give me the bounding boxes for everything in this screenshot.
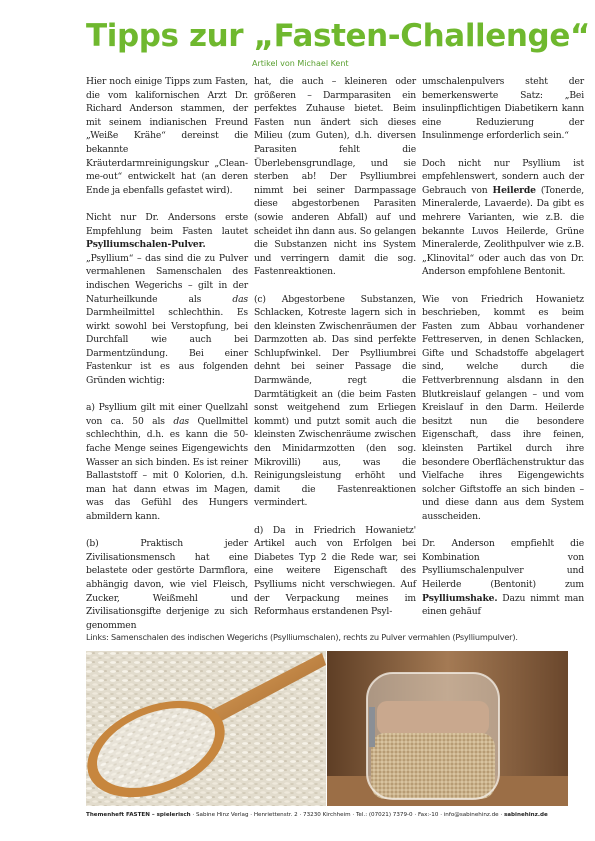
powder-fill-shape [377, 701, 489, 735]
photo-caption: Links: Samenschalen des indischen Wegerichs (Psylliumschalen), rechts zu Pulver vermahlen (Psylliumpulver). [86, 632, 518, 642]
paragraph: umschalenpulvers steht der bemerkenswerte Satz: „Bei insulinpflichtigen Diabetikern kann eine Reduzierung der Insulinmenge erforderlich sein.“ [422, 76, 584, 142]
burlap-wrap-shape [371, 733, 495, 799]
paragraph: hat, die auch – kleineren oder größeren – Darmparasiten ein perfektes Zuhause bietet. Beim Fasten nun ändert sich dieses Milieu (zum Guten), d.h. diversen Parasiten fehlt die Überlebensgrundlage, und sie sterben ab! Der Psylliumbrei nimmt bei seiner Darmpassage diese abgestorbenen Parasiten (sowie anderen Abfall) auf und scheidet ihn dann aus. So gelangen die Substanzen nicht ins System und verringern damit die sog. Fastenreaktionen. [254, 76, 416, 278]
page-footer [86, 812, 570, 818]
paragraph: (c) Abgestorbene Substanzen, Schlacken, Kotreste lagern sich in den kleinsten Zwischenräumen der Darmzotten ab. Das sind perfekte Schlupfwinkel. Der Psylliumbrei dehnt bei seiner Passage die Darmwände, regt die Darmtätigkeit an (die beim Fasten sonst weitgehend zum Erliegen kommt) und putzt somit auch die kleinsten Zwischenräume zwischen den Minidarmzotten (den sog. Mikrovilli) aus, was die Reinigungsleistung erhöht und damit die Fastenreaktionen vermindert. [254, 293, 416, 509]
footer-website: sabinehinz.de [503, 812, 548, 818]
jar-clasp-shape [369, 707, 375, 747]
paragraph: d) Da in Friedrich Howanietz' Artikel auch von Erfolgen bei Diabetes Typ 2 die Rede war, sei eine weitere Eigenschaft des Psylliums nicht verschwiegen. Auf der Verpackung meines im Reformhaus erstandenen Psyl- [254, 524, 416, 618]
husks-spoon-illustration [86, 651, 326, 806]
paragraph: a) Psyllium gilt mit einer Quellzahl von ca. 50 als das Quellmittel schlechthin, d.h. es kann die 50-fache Menge seines Eigengewichts Wasser an sich binden. Es ist reiner Ballaststoff – mit 0 Kolorien, d.h. man hat dann etwas im Magen, was das Gefühl des Hungers abmildern kann. [86, 402, 249, 522]
bold-term: Psylliumshake. [422, 592, 498, 604]
italic-term: das [173, 415, 189, 427]
powder-jar-illustration [327, 651, 568, 806]
paragraph: (b) Praktisch jeder Zivilisationsmensch hat eine belastete oder gestörte Darmflora, abhängig davon, wie viel Fleisch, Zucker, Weißmehl und Zivilisationsgifte derjenige zu sich genommen [86, 538, 248, 631]
text-column-1 [86, 75, 248, 646]
paragraph: Nicht nur Dr. Andersons erste Empfehlung beim Fasten lautet Psylliumschalen-Pulver. „Psyllium“ – das sind die zu Pulver vermahlenen Samenschalen des indischen Wegerichs – gilt in der Naturheilkunde als das Darmheilmittel schlechthin. Es wirkt sowohl bei Verstopfung, bei Durchfall wie auch bei Darmentzündung. Bei einer Fastenkur ist es aus folgenden Gründen wichtig: [86, 211, 248, 387]
paragraph: Hier noch einige Tipps zum Fasten, die vom kalifornischen Arzt Dr. Richard Anderson stammen, der mit seinem indianischen Freund „Weiße Krähe“ dereinst die bekannte Kräuterdarmreinigungskur „Clean-me-out“ entwickelt hat (an deren Ende ja ebenfalls gefastet wird). [86, 76, 248, 196]
bold-term: Psylliumschalen-Pulver. [86, 239, 206, 251]
footer-brand: Themenheft FASTEN – spielerisch [86, 812, 191, 818]
paragraph: Wie von Friedrich Howanietz beschrieben, kommt es beim Fasten zum Abbau vorhandener Fettreserven, in denen Schlacken, Gifte und Schadstoffe abgelagert sind, welche durch die Fettverbrennung alsdann in den Blutkreislauf gelangen – und vom Kreislauf in den Darm. Heilerde besitzt nun die besondere Eigenschaft, dass ihre feinen, kleinsten Partikel durch ihre besondere Oberflächenstruktur das Vielfache ihres Eigengewichts solcher Giftstoffe an sich binden – und diese dann aus dem System ausscheiden. [422, 293, 584, 522]
article-title: Tipps zur „Fasten-Challenge“ [86, 18, 590, 54]
paragraph: Dr. Anderson empfiehlt die Kombination von Psylliumschalenpulver und Heilerde (Bentonit) zum Psylliumshake. Dazu nimmt man einen gehäuf [422, 538, 584, 618]
italic-term: das [232, 293, 248, 305]
psyllium-powder-jar-photo [327, 651, 568, 806]
paragraph: Doch nicht nur Psyllium ist empfehlenswert, sondern auch der Gebrauch von Heilerde (Tonerde, Mineralerde, Lavaerde). Da gibt es mehrere Varianten, wie z.B. die bekannte Luvos Heilerde, Grüne Mineralerde, Zeolithpulver wie z.B. „Klinovital“ oder auch das von Dr. Anderson empfohlene Bentonit. [422, 157, 584, 278]
psyllium-husks-photo [86, 651, 326, 806]
article-byline: Artikel von Michael Kent [252, 59, 349, 68]
text-column-2 [254, 75, 416, 632]
bold-term: Heilerde [492, 184, 536, 196]
footer-publisher-info: · Sabine Hinz Verlag · Henriettenstr. 2 · 73230 Kirchheim · Tel.: (07021) 7379-0 · Fax:-10 · info@sabinehinz.de · [190, 812, 504, 818]
text-column-3 [422, 75, 584, 632]
